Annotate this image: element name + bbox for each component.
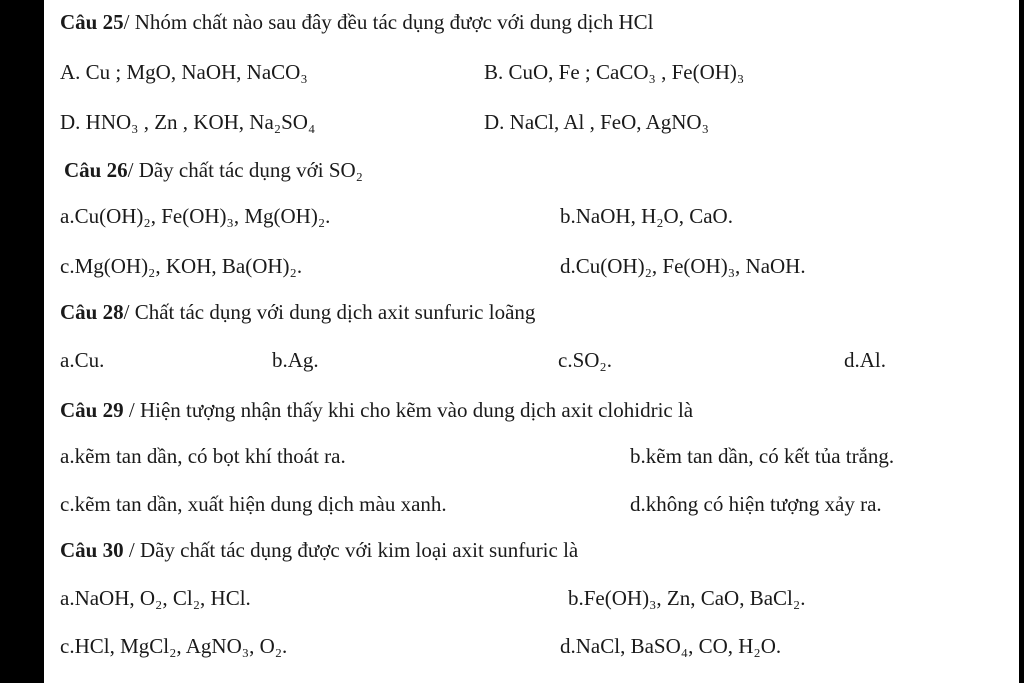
question-text: / Chất tác dụng với dung dịch axit sunfuric loãng [123, 300, 536, 324]
option-a: a.Cu. [60, 348, 105, 372]
document-page [44, 0, 1019, 683]
option-d: d.NaCl, BaSO₄, CO, H₂O. [560, 634, 782, 658]
option-b: b.Ag. [272, 348, 319, 372]
option-a: A. Cu ; MgO, NaOH, NaCO₃ [60, 60, 308, 84]
option-d: D. NaCl, Al , FeO, AgNO₃ [484, 110, 709, 134]
question-text: / Dãy chất tác dụng được với kim loại axit sunfuric là [123, 538, 579, 562]
option-a: a.NaOH, O₂, Cl₂, HCl. [60, 586, 251, 610]
question-number: Câu 28 [60, 300, 124, 324]
question-29 [60, 396, 1019, 424]
option-a: a.Cu(OH)₂, Fe(OH)₃, Mg(OH)₂. [60, 204, 331, 228]
question-28 [60, 298, 1019, 326]
option-c: c.Mg(OH)₂, KOH, Ba(OH)₂. [60, 254, 303, 278]
option-c: c.kẽm tan dần, xuất hiện dung dịch màu xanh. [60, 492, 447, 516]
question-25 [60, 8, 1019, 36]
option-d: d.Cu(OH)₂, Fe(OH)₃, NaOH. [560, 254, 806, 278]
option-d: d.không có hiện tượng xảy ra. [630, 492, 882, 516]
option-b: b.NaOH, H₂O, CaO. [560, 204, 733, 228]
option-c: D. HNO₃ , Zn , KOH, Na₂SO₄ [60, 110, 316, 134]
option-b: b.kẽm tan dần, có kết tủa trắng. [630, 444, 895, 468]
question-number: Câu 30 [60, 538, 124, 562]
question-text: / Dãy chất tác dụng với SO₂ [127, 158, 363, 182]
option-c: c.SO₂. [558, 348, 612, 372]
question-text: / Nhóm chất nào sau đây đều tác dụng được với dung dịch HCl [123, 10, 654, 34]
option-c: c.HCl, MgCl₂, AgNO₃, O₂. [60, 634, 288, 658]
option-a: a.kẽm tan dần, có bọt khí thoát ra. [60, 444, 346, 468]
question-text: / Hiện tượng nhận thấy khi cho kẽm vào dung dịch axit clohidric là [123, 398, 694, 422]
question-number: Câu 29 [60, 398, 124, 422]
question-number: Câu 25 [60, 10, 124, 34]
question-26 [64, 156, 1019, 184]
option-b: b.Fe(OH)₃, Zn, CaO, BaCl₂. [568, 586, 806, 610]
question-number: Câu 26 [64, 158, 128, 182]
option-d: d.Al. [844, 348, 886, 372]
option-b: B. CuO, Fe ; CaCO₃ , Fe(OH)₃ [484, 60, 745, 84]
question-30 [60, 536, 1019, 564]
